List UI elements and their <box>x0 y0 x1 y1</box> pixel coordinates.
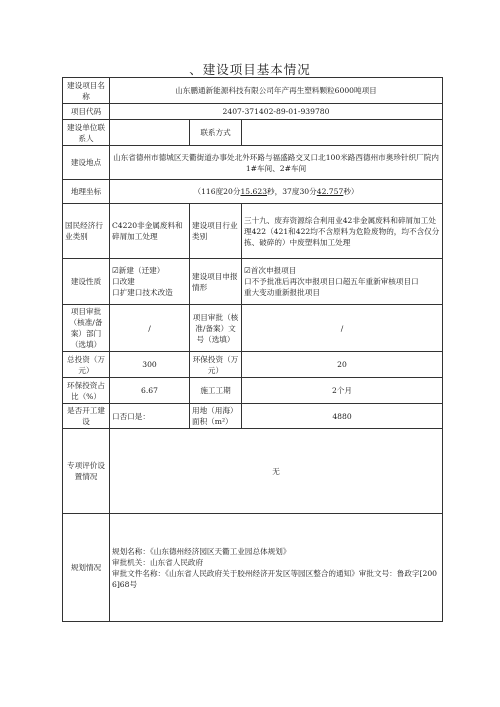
value-coordinates <box>110 180 443 204</box>
value-construction-period: 2个月 <box>242 378 443 404</box>
label-special-evaluation: 专项评价设置情况 <box>63 429 110 514</box>
planning-document: 审批文件名称：《山东省人民政府关于胶州经济开发区等园区整合的通知》审批文号：鲁政字[2006]68号 <box>112 568 437 589</box>
row-industry <box>63 204 443 259</box>
label-contact-method: 联系方式 <box>190 120 242 146</box>
row-investment <box>63 352 443 378</box>
label-nature: 建设性质 <box>63 259 110 305</box>
coord-lat-seconds: 42.757 <box>316 187 344 196</box>
report-option-resubmit: 口不予批准后再次申报项目口超五年重新审核项目口 <box>244 277 419 286</box>
planning-name: 规划名称：《山东德州经济园区天衢工业园总体规划》 <box>112 546 291 556</box>
value-industry-category: 三十九、废弃资源综合利用业42非金属废料和碎屑加工处理422（421和422均不含原料为危险废物的，均不含仅分拣、破碎的）中废塑料加工处理 <box>242 204 443 259</box>
value-env-investment: 20 <box>242 352 443 378</box>
row-coordinates <box>63 180 443 204</box>
value-planning <box>110 514 443 622</box>
label-project-code: 项目代码 <box>63 104 110 120</box>
label-started: 是否开工建设 <box>63 404 110 429</box>
label-approval-dept: 项目审批（核准/备案）部门（选填） <box>63 305 110 352</box>
value-location: 山东省德州市德城区天衢街道办事处北外环路与福盛路交叉口北100米路西德州市奥珍针织厂院内1#车间、2#车间 <box>110 146 443 180</box>
value-project-code: 2407-371402-89-01-939780 <box>110 104 443 120</box>
coord-prefix: （116度20分 <box>193 187 241 196</box>
coord-suffix: 秒） <box>343 187 359 196</box>
nature-option-expand: 口扩建口技术改造 <box>112 288 173 297</box>
row-planning <box>63 514 443 622</box>
label-land-area: 用地（用海）面积（m²） <box>190 404 242 429</box>
value-started: 口否口是： <box>110 404 190 429</box>
value-project-name: 山东鹏通新能源科技有限公司年产再生塑料颗粒6000吨项目 <box>110 78 443 104</box>
value-land-area: 4880 <box>242 404 443 429</box>
row-started <box>63 404 443 429</box>
coord-lon-seconds: 15.623 <box>240 187 268 196</box>
label-coordinates: 地理坐标 <box>63 180 110 204</box>
label-report-type: 建设项目申报情形 <box>190 259 242 305</box>
project-info-table <box>62 77 443 622</box>
report-option-major-change: 重大变动重新报批项目 <box>244 288 320 297</box>
label-env-investment: 环保投资（万元） <box>190 352 242 378</box>
value-approval-doc: / <box>242 305 443 352</box>
row-location <box>63 146 443 180</box>
value-report-type <box>242 259 443 305</box>
coord-middle: 秒，37度30分 <box>267 187 317 196</box>
planning-authority: 审批机关：山东省人民政府 <box>112 557 204 567</box>
label-total-investment: 总投资（万元） <box>63 352 110 378</box>
row-nature <box>63 259 443 305</box>
row-project-code <box>63 104 443 120</box>
nature-option-new: ☑新建（迁建） <box>112 266 165 275</box>
label-industry: 国民经济行业类别 <box>63 204 110 259</box>
label-planning: 规划情况 <box>63 514 110 622</box>
row-approval <box>63 305 443 352</box>
value-industry: C4220非金属废料和碎屑加工处理 <box>110 204 190 259</box>
value-special-evaluation: 无 <box>110 429 443 514</box>
row-contact <box>63 120 443 146</box>
value-contact-person <box>110 120 190 146</box>
row-env-ratio <box>63 378 443 404</box>
label-project-name: 建设项目名称 <box>63 78 110 104</box>
report-option-first: ☑首次申报项目 <box>244 266 297 275</box>
page-title: 、建设项目基本情况 <box>189 62 311 77</box>
value-nature <box>110 259 190 305</box>
label-contact-person: 建设单位联系人 <box>63 120 110 146</box>
value-contact-method <box>242 120 443 146</box>
label-industry-category: 建设项目行业类别 <box>190 204 242 259</box>
row-project-name <box>63 78 443 104</box>
label-env-ratio: 环保投资占比（%） <box>63 378 110 404</box>
value-env-ratio: 6.67 <box>110 378 190 404</box>
row-special-evaluation <box>63 429 443 514</box>
value-total-investment: 300 <box>110 352 190 378</box>
value-approval-dept: / <box>110 305 190 352</box>
label-construction-period: 施工工期 <box>190 378 242 404</box>
nature-option-rebuild: 口改建 <box>112 277 135 286</box>
label-location: 建设地点 <box>63 146 110 180</box>
label-approval-doc: 项目审批（核准/备案）文号（选填） <box>190 305 242 352</box>
